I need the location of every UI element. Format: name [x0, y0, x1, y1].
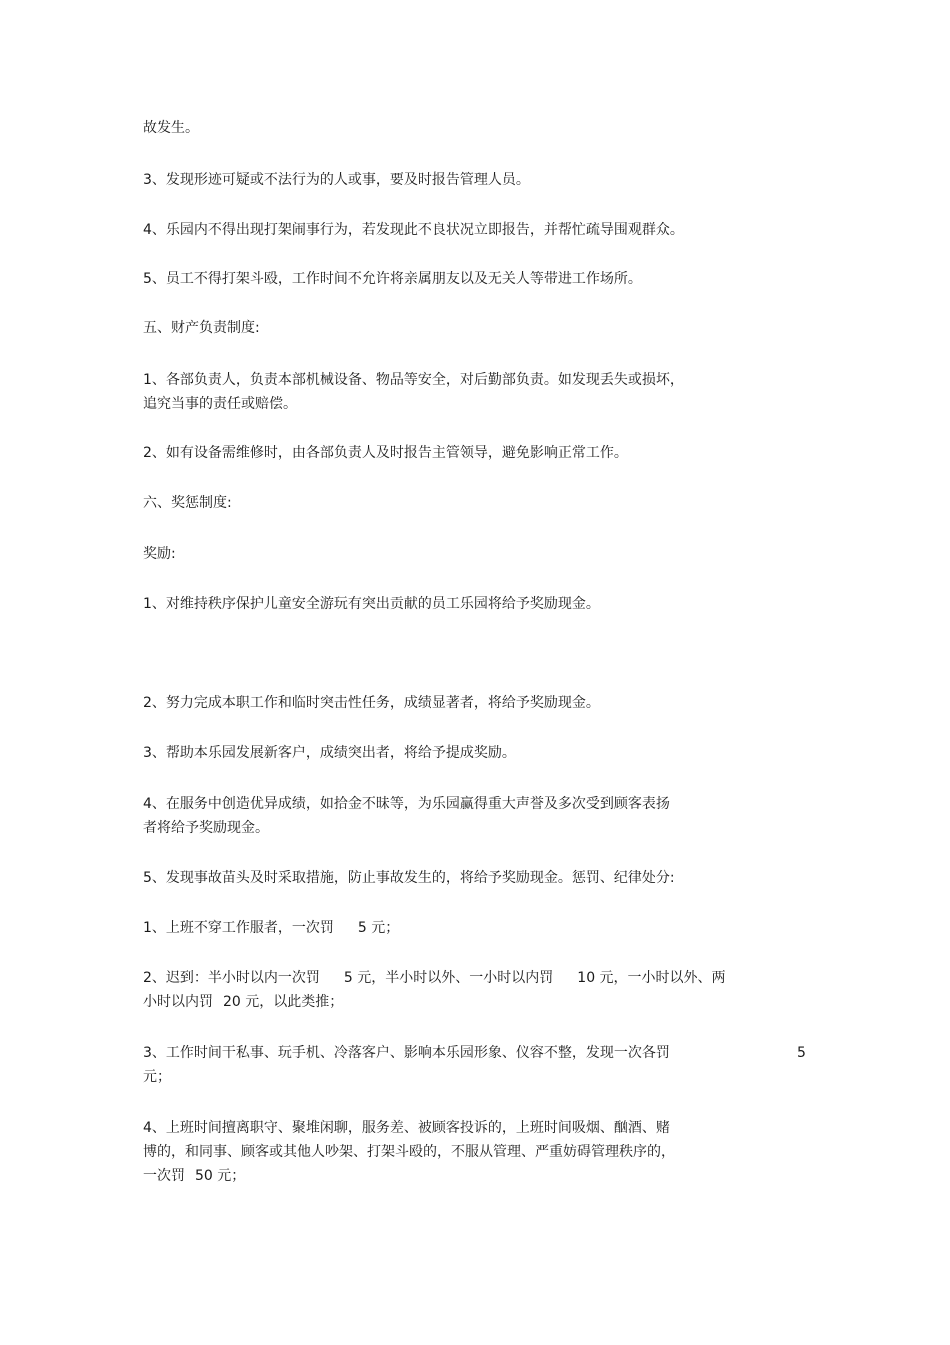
fine-amount: 10 元，一小时以外、两 [577, 970, 726, 986]
fine-line [143, 992, 343, 1012]
text-line: 1、对维持秩序保护儿童安全游玩有突出贡献的员工乐园将给予奖励现金。 [143, 596, 600, 612]
fine-amount: 5 元； [357, 920, 400, 936]
text-line: 4、乐园内不得出现打架闹事行为，若发现此不良状况立即报告，并帮忙疏导围观群众。 [143, 222, 684, 238]
text-line: 3、帮助本乐园发展新客户，成绩突出者，将给予提成奖励。 [143, 745, 516, 761]
fine-line [143, 1166, 245, 1186]
fine-amount: 5 元，半小时以外、一小时以内罚 [343, 970, 554, 986]
text-line: 5、发现事故苗头及时采取措施，防止事故发生的，将给予奖励现金。惩罚、纪律处分: [143, 870, 675, 886]
text-line: 2、努力完成本职工作和临时突击性任务，成绩显著者，将给予奖励现金。 [143, 695, 600, 711]
fine-line: 4、上班时间擅离职守、聚堆闲聊，服务差、被顾客投诉的，上班时间吸烟、酗酒、赌 [143, 1120, 670, 1136]
fine-text: 2、迟到：半小时以内一次罚 [143, 970, 320, 986]
section-heading: 六、奖惩制度: [143, 495, 232, 511]
fine-line: 博的，和同事、顾客或其他人吵架、打架斗殴的，不服从管理、严重妨碍管理秩序的， [143, 1144, 675, 1160]
fine-amount: 50 元； [195, 1168, 246, 1184]
fine-text: 小时以内罚 [143, 994, 213, 1010]
fine-line: 3、工作时间干私事、玩手机、冷落客户、影响本乐园形象、仪容不整，发现一次各罚 [143, 1045, 670, 1061]
text-line: 4、在服务中创造优异成绩，如拾金不昧等，为乐园赢得重大声誉及多次受到顾客表扬 [143, 796, 670, 812]
text-line: 3、发现形迹可疑或不法行为的人或事，要及时报告管理人员。 [143, 172, 530, 188]
subheading: 奖励: [143, 546, 176, 562]
fine-line [143, 918, 399, 938]
fine-line: 元； [143, 1069, 171, 1085]
fine-text: 一次罚 [143, 1168, 185, 1184]
text-line: 1、各部负责人，负责本部机械设备、物品等安全，对后勤部负责。如发现丢失或损坏， [143, 372, 684, 388]
fine-text: 1、上班不穿工作服者，一次罚 [143, 920, 334, 936]
fine-line [143, 968, 726, 988]
text-line: 5、员工不得打架斗殴，工作时间不允许将亲属朋友以及无关人等带进工作场所。 [143, 271, 642, 287]
text-line: 追究当事的责任或赔偿。 [143, 396, 297, 412]
text-line: 故发生。 [143, 120, 199, 136]
fine-amount: 5 [797, 1045, 806, 1061]
section-heading: 五、财产负责制度: [143, 320, 260, 336]
fine-amount: 20 元，以此类推； [223, 994, 344, 1010]
text-line: 2、如有设备需维修时，由各部负责人及时报告主管领导，避免影响正常工作。 [143, 445, 628, 461]
text-line: 者将给予奖励现金。 [143, 820, 269, 836]
